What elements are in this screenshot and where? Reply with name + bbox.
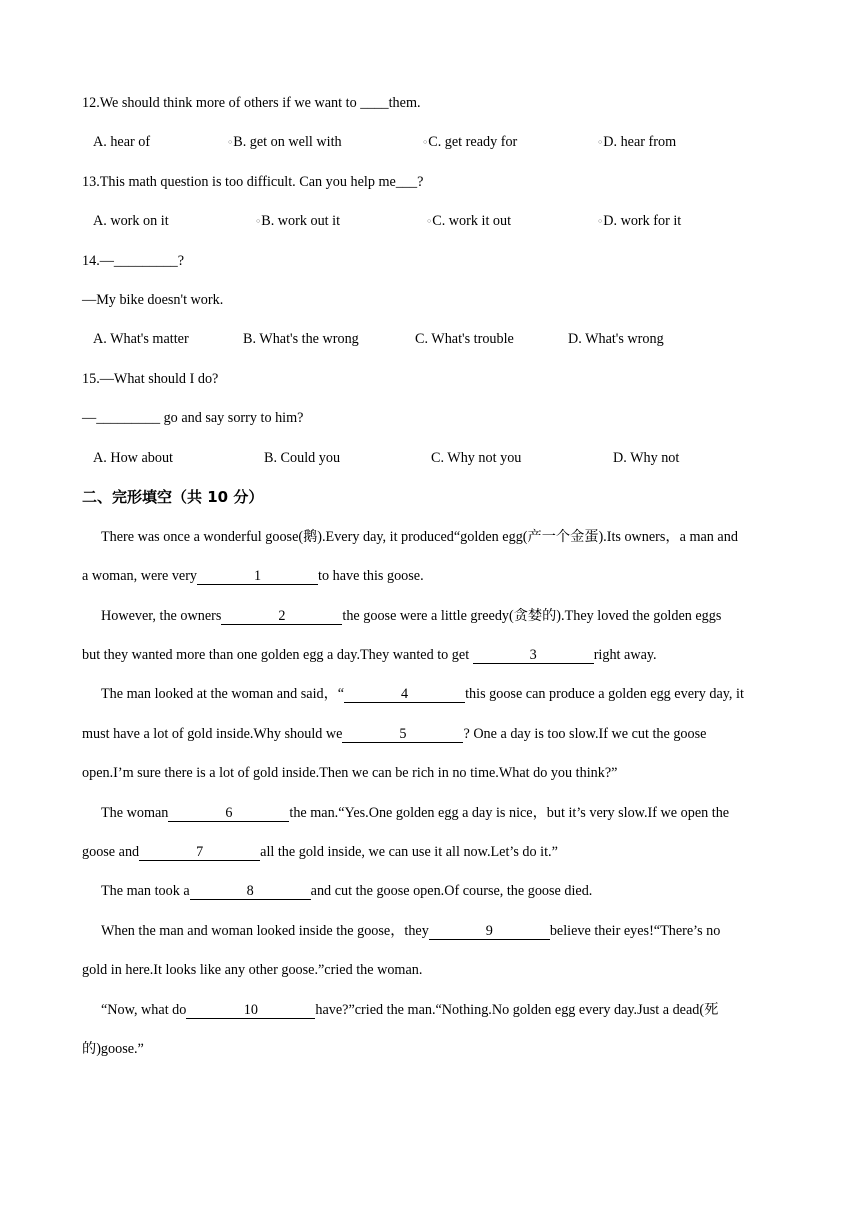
q12-option-d[interactable]: ○D. hear from: [598, 134, 677, 150]
blank-7[interactable]: 7: [139, 844, 260, 861]
option-dot-icon: ○: [598, 217, 603, 225]
blank-8[interactable]: 8: [190, 883, 311, 900]
cloze-paragraph-1-line-1: There was once a wonderful goose(鹅).Every day, it produced“golden egg(产一个金蛋).Its owners，a man and: [101, 529, 738, 545]
q14-option-b[interactable]: B. What's the wrong: [243, 331, 359, 347]
cloze-paragraph-4-line-2: goose and 7 all the gold inside, we can use it all now.Let’s do it.”: [82, 844, 558, 860]
blank-9[interactable]: 9: [429, 923, 550, 940]
option-dot-icon: ○: [598, 138, 603, 146]
q15-option-d[interactable]: D. Why not: [613, 450, 680, 466]
question-15-stem: 15.—What should I do?: [82, 371, 219, 387]
q12-option-a[interactable]: A. hear of: [93, 134, 151, 150]
option-dot-icon: ○: [423, 138, 428, 146]
q13-option-a[interactable]: A. work on it: [93, 213, 169, 229]
section-2-heading: 二、完形填空（共 10 分）: [82, 488, 264, 506]
cloze-paragraph-2-line-2: but they wanted more than one golden egg a day.They wanted to get 3 right away.: [82, 647, 657, 663]
cloze-paragraph-4-line-1: The woman 6 the man.“Yes.One golden egg a day is nice，but it’s very slow.If we open the: [101, 805, 730, 821]
q12-option-b[interactable]: ○B. get on well with: [228, 134, 342, 150]
blank-10[interactable]: 10: [186, 1002, 315, 1019]
q15-option-a[interactable]: A. How about: [93, 450, 173, 466]
question-15-reply: —_________ go and say sorry to him?: [82, 410, 304, 426]
cloze-paragraph-3-line-3: open.I’m sure there is a lot of gold inside.Then we can be rich in no time.What do you think?”: [82, 765, 618, 781]
q14-option-d[interactable]: D. What's wrong: [568, 331, 664, 347]
option-dot-icon: ○: [228, 138, 233, 146]
q14-option-a[interactable]: A. What's matter: [93, 331, 189, 347]
cloze-paragraph-5: The man took a 8 and cut the goose open.Of course, the goose died.: [101, 883, 593, 899]
cloze-paragraph-7-line-2: 的)goose.”: [82, 1041, 144, 1057]
blank-6[interactable]: 6: [168, 805, 289, 822]
q13-option-b[interactable]: ○B. work out it: [256, 213, 341, 229]
q14-option-c[interactable]: C. What's trouble: [415, 331, 514, 347]
question-13-stem: 13.This math question is too difficult. Can you help me___?: [82, 174, 424, 190]
q13-option-d[interactable]: ○D. work for it: [598, 213, 682, 229]
q12-option-c[interactable]: ○C. get ready for: [423, 134, 518, 150]
cloze-paragraph-3-line-2: must have a lot of gold inside.Why should we 5 ? One a day is too slow.If we cut the goose: [82, 726, 707, 742]
cloze-paragraph-2-line-1: However, the owners 2 the goose were a little greedy(贪婪的).They loved the golden eggs: [101, 608, 722, 624]
option-dot-icon: ○: [427, 217, 432, 225]
blank-1[interactable]: 1: [197, 568, 318, 585]
cloze-paragraph-3-line-1: The man looked at the woman and said，“ 4 this goose can produce a golden egg every day, it: [101, 686, 744, 702]
question-12-stem: 12.We should think more of others if we want to ____them.: [82, 95, 421, 111]
blank-2[interactable]: 2: [221, 608, 342, 625]
blank-3[interactable]: 3: [473, 647, 594, 664]
question-14-reply: —My bike doesn't work.: [82, 292, 224, 308]
blank-4[interactable]: 4: [344, 686, 465, 703]
question-14-stem: 14.—_________?: [82, 253, 185, 269]
q15-option-c[interactable]: C. Why not you: [431, 450, 522, 466]
cloze-paragraph-6-line-1: When the man and woman looked inside the goose，they 9 believe their eyes!“There’s no: [101, 923, 721, 939]
cloze-paragraph-1-line-2: a woman, were very 1 to have this goose.: [82, 568, 424, 584]
cloze-paragraph-6-line-2: gold in here.It looks like any other goose.”cried the woman.: [82, 962, 423, 978]
q13-option-c[interactable]: ○C. work it out: [427, 213, 512, 229]
q15-option-b[interactable]: B. Could you: [264, 450, 341, 466]
cloze-paragraph-7-line-1: “Now, what do 10 have?”cried the man.“Nothing.No golden egg every day.Just a dead(死: [101, 1002, 719, 1018]
option-dot-icon: ○: [256, 217, 261, 225]
blank-5[interactable]: 5: [342, 726, 463, 743]
